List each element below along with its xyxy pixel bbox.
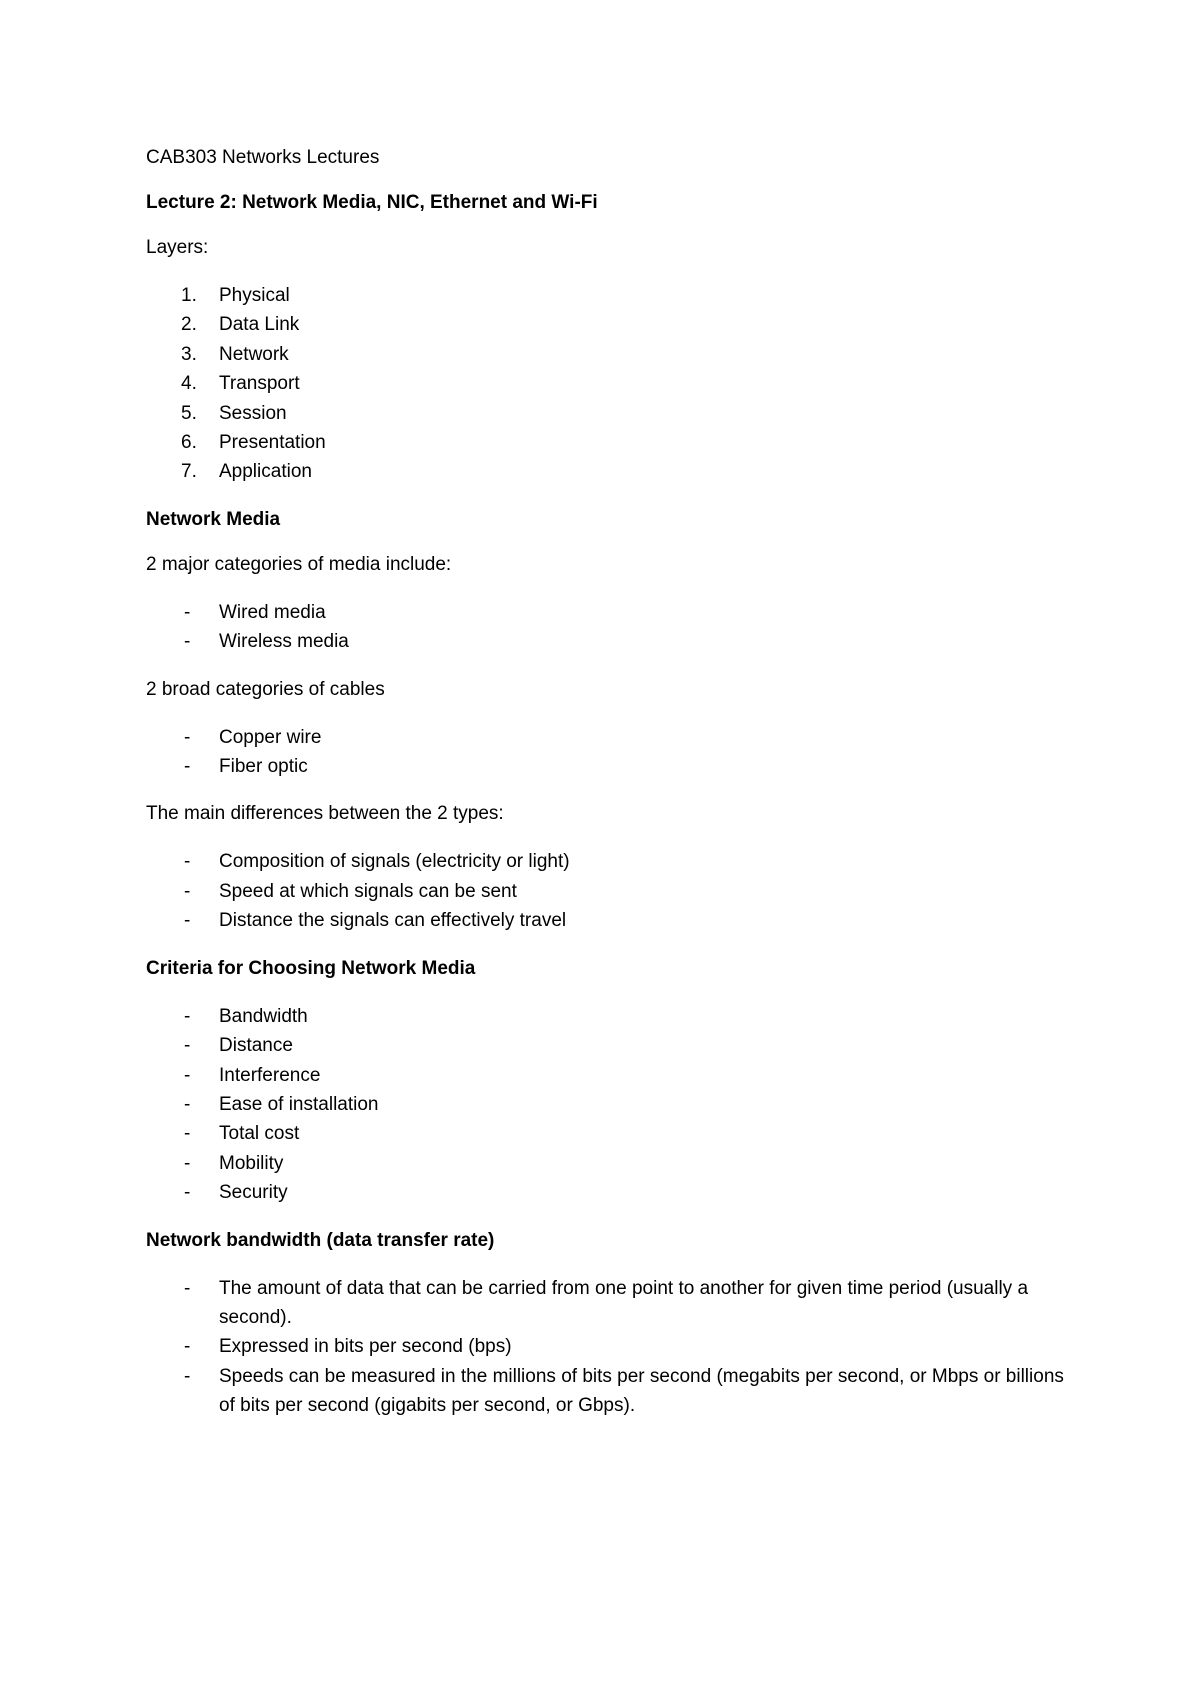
list-item-text: Session xyxy=(219,402,287,424)
list-item xyxy=(146,340,1066,369)
list-dash: - xyxy=(184,1182,191,1204)
list-item-text: Fiber optic xyxy=(219,756,308,778)
list-number: 1. xyxy=(181,285,197,306)
list-item-text: Total cost xyxy=(219,1123,300,1145)
list-item xyxy=(146,906,1066,935)
list-item-text: Expressed in bits per second (bps) xyxy=(219,1336,512,1358)
list-number: 6. xyxy=(181,432,197,454)
list-dash: - xyxy=(184,1152,191,1174)
list-dash: - xyxy=(184,1035,191,1057)
layers-label: Layers: xyxy=(146,237,209,258)
list-item xyxy=(146,457,1066,486)
list-item xyxy=(146,877,1066,906)
criteria-heading: Criteria for Choosing Network Media xyxy=(146,957,476,979)
list-number: 7. xyxy=(181,461,197,483)
bandwidth-heading: Network bandwidth (data transfer rate) xyxy=(146,1229,495,1251)
list-dash: - xyxy=(184,601,191,623)
list-item-text: Wireless media xyxy=(219,631,349,653)
list-item-text: Presentation xyxy=(219,432,326,454)
cable-categories-intro: 2 broad categories of cables xyxy=(146,678,385,700)
list-dash: - xyxy=(184,1336,191,1358)
list-item-text: Data Link xyxy=(219,314,300,336)
cable-categories-list xyxy=(146,723,1066,782)
list-dash: - xyxy=(184,1123,191,1145)
list-item-text: Speed at which signals can be sent xyxy=(219,880,517,902)
list-dash: - xyxy=(184,1093,191,1115)
list-item-text: Distance xyxy=(219,1035,293,1057)
list-item xyxy=(146,1002,1066,1031)
list-item xyxy=(146,310,1066,339)
list-item xyxy=(146,723,1066,752)
document-title: CAB303 Networks Lectures xyxy=(146,147,380,168)
list-number: 2. xyxy=(181,314,197,336)
list-dash: - xyxy=(184,880,191,902)
layers-list xyxy=(146,281,1066,487)
list-item xyxy=(146,1332,1066,1361)
list-item xyxy=(146,627,1066,656)
list-item xyxy=(146,1178,1066,1207)
list-item-text: Ease of installation xyxy=(219,1093,379,1115)
lecture-heading: Lecture 2: Network Media, NIC, Ethernet and Wi-Fi xyxy=(146,192,598,213)
list-item-text: Security xyxy=(219,1182,288,1204)
network-media-heading: Network Media xyxy=(146,508,281,530)
criteria-list xyxy=(146,1002,1066,1208)
list-item xyxy=(146,399,1066,428)
list-item xyxy=(146,1362,1066,1421)
list-item-text: Copper wire xyxy=(219,726,322,748)
list-dash: - xyxy=(184,1277,191,1299)
list-item-text: Distance the signals can effectively travel xyxy=(219,910,567,932)
list-item xyxy=(146,1119,1066,1148)
list-dash: - xyxy=(184,756,191,778)
document-body xyxy=(146,146,1066,1442)
list-item xyxy=(146,1149,1066,1178)
list-number: 5. xyxy=(181,402,197,424)
list-item-text: Physical xyxy=(219,285,290,306)
list-item xyxy=(146,1031,1066,1060)
list-item xyxy=(146,1061,1066,1090)
list-item xyxy=(146,1090,1066,1119)
list-item-text: Transport xyxy=(219,373,300,395)
list-item xyxy=(146,369,1066,398)
list-number: 3. xyxy=(181,343,197,365)
list-dash: - xyxy=(184,851,191,873)
list-dash: - xyxy=(184,726,191,748)
list-item xyxy=(146,281,1066,310)
media-categories-list xyxy=(146,598,1066,657)
media-categories-intro: 2 major categories of media include: xyxy=(146,553,452,575)
differences-intro: The main differences between the 2 types: xyxy=(146,803,504,825)
list-dash: - xyxy=(184,1064,191,1086)
bandwidth-list xyxy=(146,1274,1066,1421)
list-item xyxy=(146,1274,1066,1333)
list-number: 4. xyxy=(181,373,197,395)
list-dash: - xyxy=(184,1365,191,1387)
differences-list xyxy=(146,847,1066,935)
list-item-text: Application xyxy=(219,461,312,483)
list-item xyxy=(146,428,1066,457)
list-item-text: Composition of signals (electricity or light) xyxy=(219,851,570,873)
list-item-text: Wired media xyxy=(219,601,326,623)
list-dash: - xyxy=(184,910,191,932)
list-dash: - xyxy=(184,631,191,653)
list-item-text: Network xyxy=(219,343,289,365)
list-dash: - xyxy=(184,1005,191,1027)
list-item-text: Interference xyxy=(219,1064,321,1086)
list-item-text: Bandwidth xyxy=(219,1005,308,1027)
list-item-text: The amount of data that can be carried from one point to another for given time period (usually a second). xyxy=(219,1277,1029,1328)
list-item xyxy=(146,598,1066,627)
list-item xyxy=(146,752,1066,781)
list-item-text: Mobility xyxy=(219,1152,284,1174)
list-item xyxy=(146,847,1066,876)
list-item-text: Speeds can be measured in the millions of bits per second (megabits per second, or Mbps or billions of bits per second (gigabits per second, or Gbps). xyxy=(219,1365,1064,1417)
